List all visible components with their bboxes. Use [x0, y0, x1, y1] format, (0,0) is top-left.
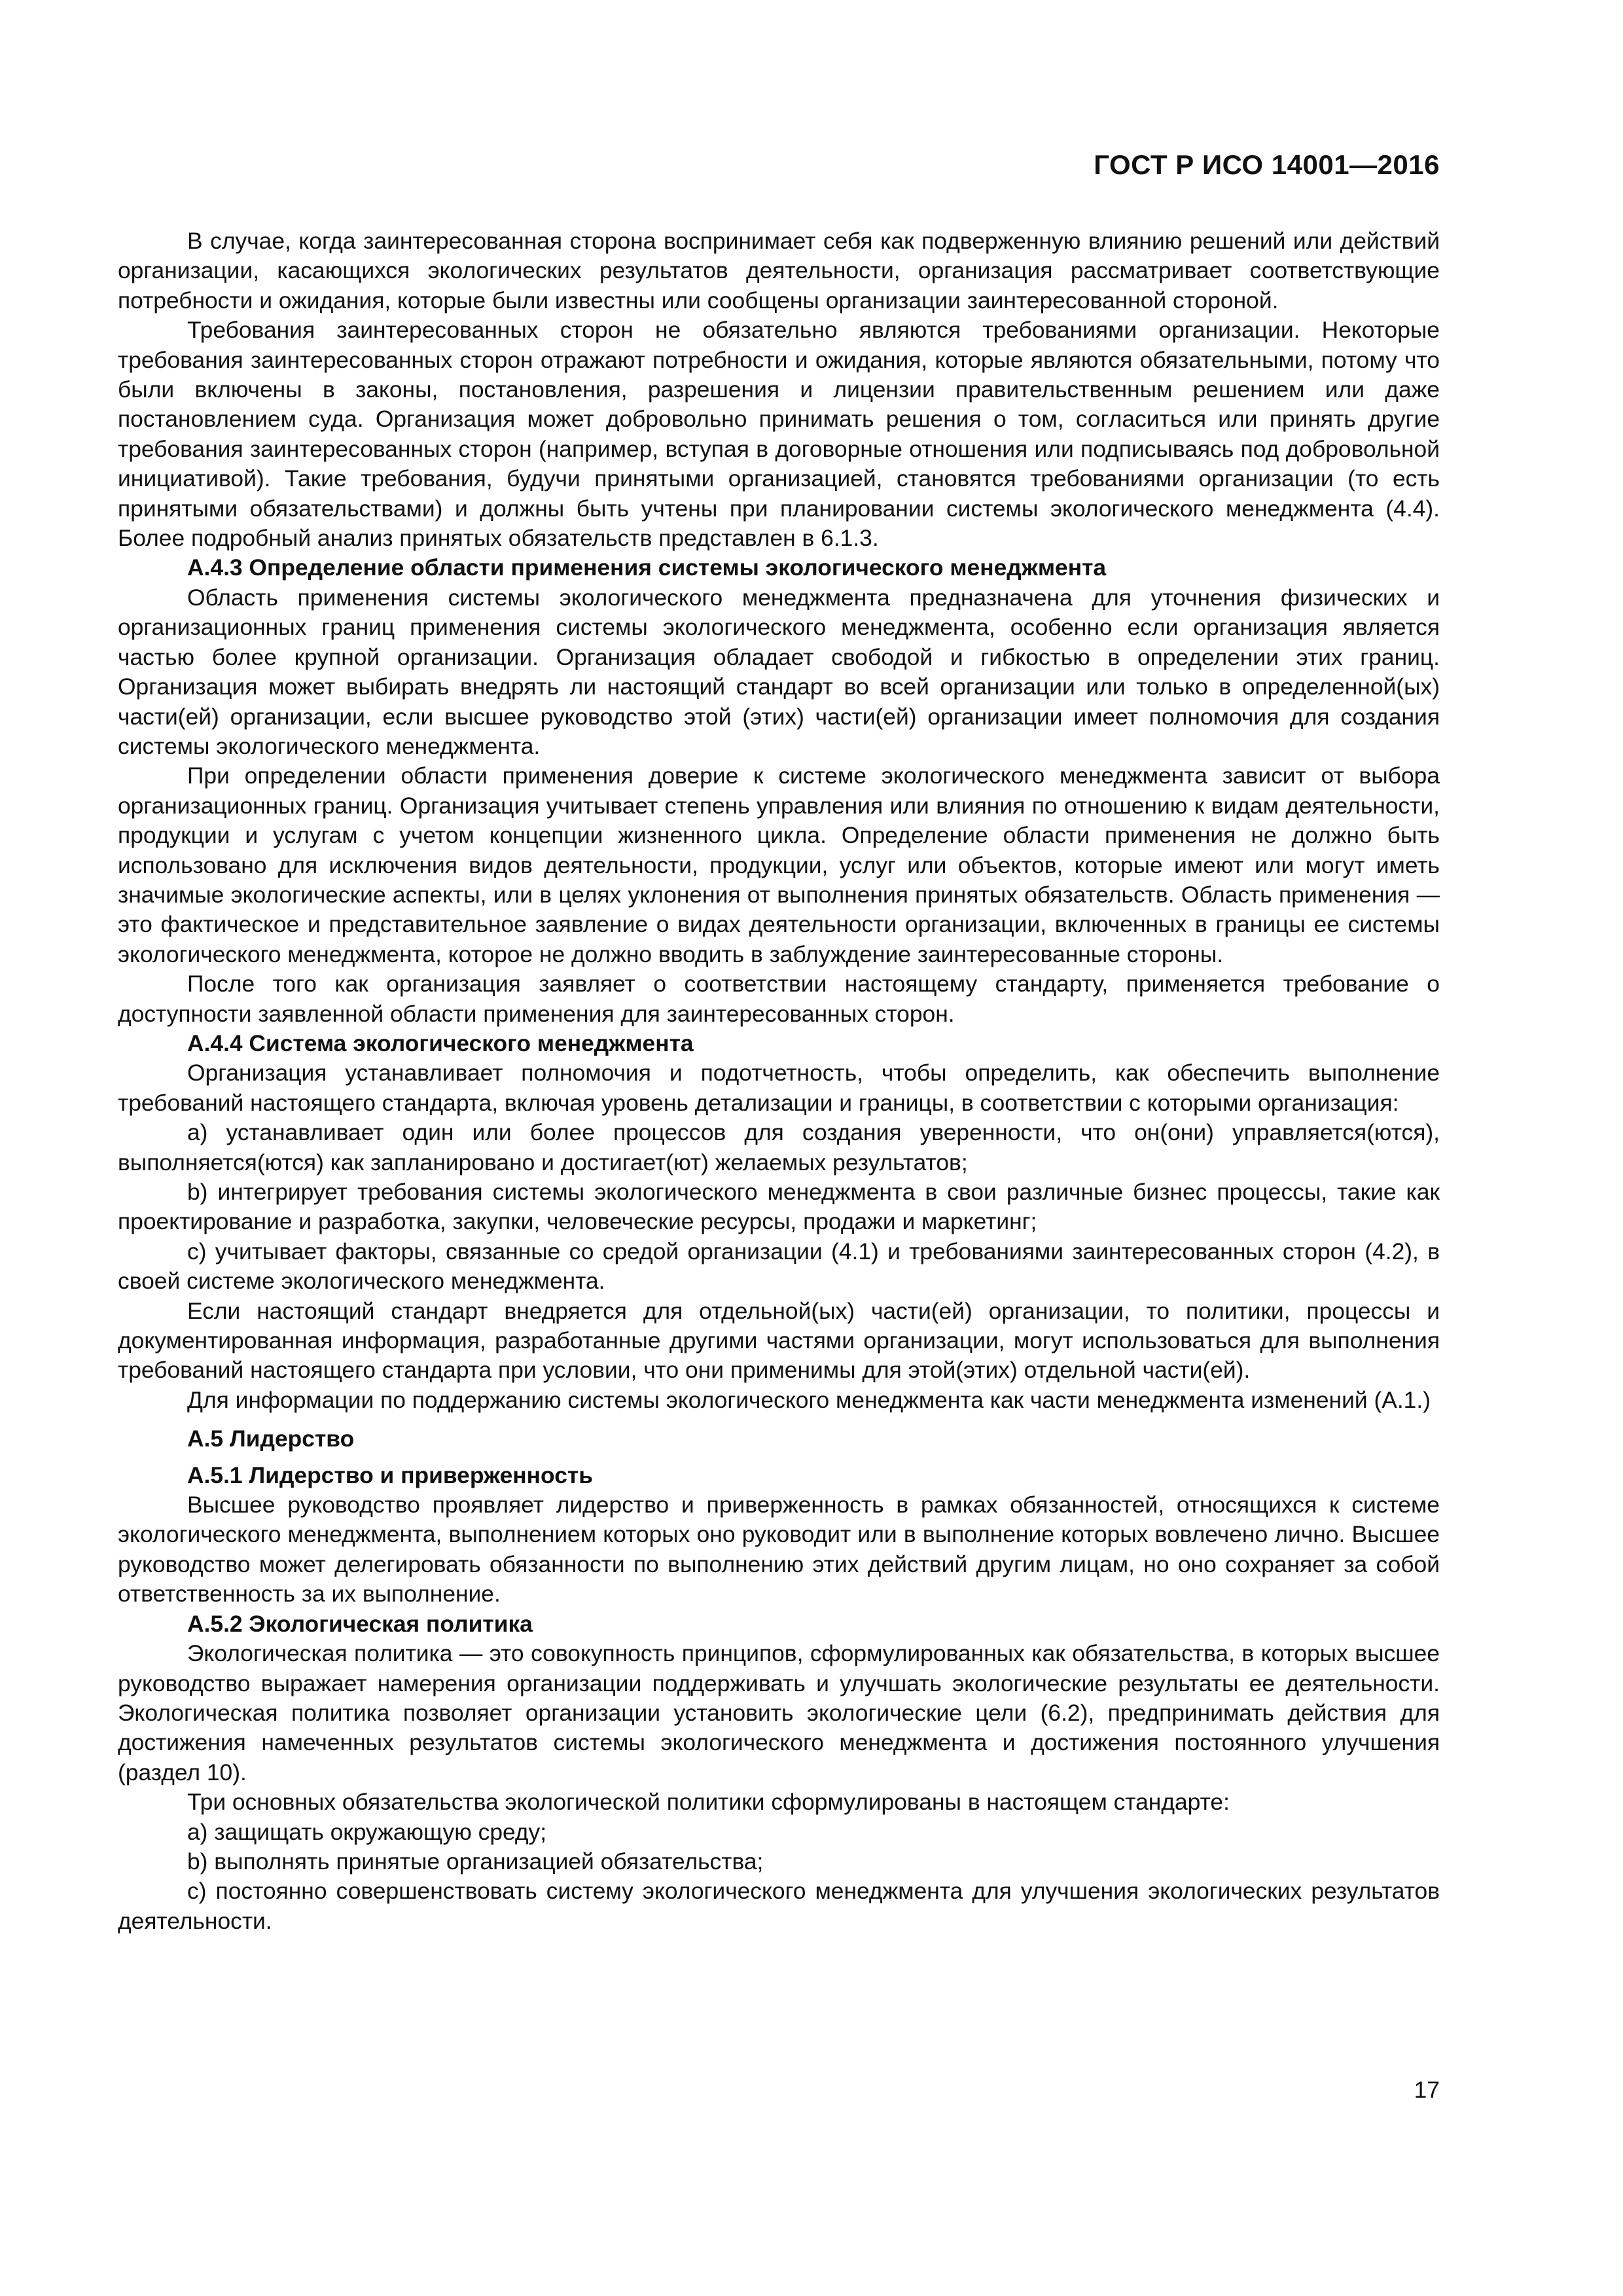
- list-item: b) интегрирует требования системы экологического менеджмента в свои различные бизнес процессы, такие как проектирование и разработка, закупки, человеческие ресурсы, продажи и маркетинг;: [118, 1179, 1440, 1235]
- paragraph: Организация устанавливает полномочия и подотчетность, чтобы определить, как обеспечить выполнение требований настоящего стандарта, включая уровень детализации и границы, в соответствии с которыми организация:: [118, 1060, 1440, 1116]
- paragraph: Область применения системы экологического менеджмента предназначена для уточнения физических и организационных границ применения системы экологического менеджмента, особенно если организация является частью более крупной организации. Организация обладает свободой и гибкостью в определении этих границ. Организация может выбирать внедрять ли настоящий стандарт во всей организации или только в определенной(ых) части(ей) организации, если высшее руководство этой (этих) части(ей) организации имеет полномочия для создания системы экологического менеджмента.: [118, 584, 1440, 759]
- list-item: a) защищать окружающую среду;: [187, 1818, 547, 1845]
- section-heading-a43: А.4.3 Определение области применения системы экологического менеджмента: [187, 554, 1107, 581]
- paragraph: При определении области применения доверие к системе экологического менеджмента зависит от выбора организационных границ. Организация учитывает степень управления или влияния по отношению к видам деятельности, продукции и услугам с учетом концепции жизненного цикла. Определение области применения не должно быть использовано для исключения видов деятельности, продукции, услуг или объектов, которые имеют или могут иметь значимые экологические аспекты, или в целях уклонения от выполнения принятых обязательств. Область применения — это фактическое и представительное заявление о видах деятельности организации, включенных в границы ее системы экологического менеджмента, которое не должно вводить в заблуждение заинтересованные стороны.: [118, 762, 1440, 967]
- paragraph: Высшее руководство проявляет лидерство и приверженность в рамках обязанностей, относящихся к системе экологического менеджмента, выполнением которых оно руководит или в выполнение которых вовлечено лично. Высшее руководство может делегировать обязанности по выполнению этих действий другим лицам, но оно сохраняет за собой ответственность за их выполнение.: [118, 1492, 1440, 1607]
- section-heading-a5: А.5 Лидерство: [187, 1426, 355, 1452]
- document-header: ГОСТ Р ИСО 14001—2016: [1094, 149, 1440, 180]
- list-item: b) выполнять принятые организацией обязательства;: [187, 1848, 764, 1874]
- document-body: [118, 226, 1440, 1936]
- section-heading-a52: А.5.2 Экологическая политика: [187, 1610, 533, 1637]
- list-item: a) устанавливает один или более процессов для создания уверенности, что он(они) управляется(ются), выполняется(ются) как запланировано и достигает(ют) желаемых результатов;: [118, 1119, 1440, 1175]
- document-page: [118, 0, 1440, 2296]
- section-heading-a51: А.5.1 Лидерство и приверженность: [187, 1462, 593, 1488]
- section-heading-a44: А.4.4 Система экологического менеджмента: [187, 1030, 694, 1056]
- paragraph: В случае, когда заинтересованная сторона воспринимает себя как подверженную влиянию решений или действий организации, касающихся экологических результатов деятельности, организация рассматривает соответствующие потребности и ожидания, которые были известны или сообщены организации заинтересованной стороной.: [118, 228, 1440, 314]
- paragraph: Если настоящий стандарт внедряется для отдельной(ых) части(ей) организации, то политики, процессы и документированная информация, разработанные другими частями организации, могут использоваться для выполнения требований настоящего стандарта при условии, что они применимы для этой(этих) отдельной части(ей).: [118, 1297, 1440, 1384]
- paragraph: Требования заинтересованных сторон не обязательно являются требованиями организации. Некоторые требования заинтересованных сторон отражают потребности и ожидания, которые являются обязательными, потому что были включены в законы, постановления, разрешения и лицензии правительственным решением или даже постановлением суда. Организация может добровольно принимать решения о том, согласиться или принять другие требования заинтересованных сторон (например, вступая в договорные отношения или подписываясь под добровольной инициативой). Такие требования, будучи принятыми организацией, становятся требованиями организации (то есть принятыми обязательствами) и должны быть учтены при планировании системы экологического менеджмента (4.4). Более подробный анализ принятых обязательств представлен в 6.1.3.: [118, 317, 1440, 552]
- list-item: c) постоянно совершенствовать систему экологического менеджмента для улучшения экологических результатов деятельности.: [118, 1878, 1440, 1934]
- paragraph: Три основных обязательства экологической политики сформулированы в настоящем стандарте:: [187, 1789, 1230, 1816]
- paragraph: После того как организация заявляет о соответствии настоящему стандарту, применяется требование о доступности заявленной области применения для заинтересованных сторон.: [118, 971, 1440, 1027]
- paragraph: Экологическая политика — это совокупность принципов, сформулированных как обязательства, в которых высшее руководство выражает намерения организации поддерживать и улучшать экологические результаты ее деятельности. Экологическая политика позволяет организации установить экологические цели (6.2), предпринимать действия для достижения намеченных результатов системы экологического менеджмента и достижения постоянного улучшения (раздел 10).: [118, 1640, 1440, 1785]
- page-number: 17: [1414, 2077, 1440, 2103]
- paragraph: Для информации по поддержанию системы экологического менеджмента как части менеджмента изменений (А.1.): [187, 1386, 1431, 1413]
- list-item: c) учитывает факторы, связанные со средой организации (4.1) и требованиями заинтересованных сторон (4.2), в своей системе экологического менеджмента.: [118, 1238, 1440, 1295]
